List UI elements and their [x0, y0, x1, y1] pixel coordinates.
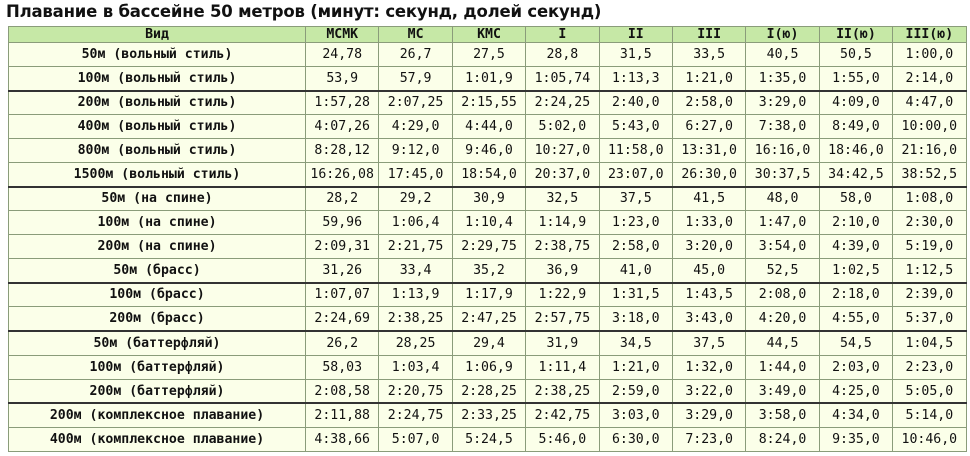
time-cell: 1:13,3	[599, 66, 672, 90]
time-cell: 26,2	[306, 331, 379, 355]
event-name-cell: 200м (баттерфляй)	[9, 379, 306, 403]
time-cell: 45,0	[672, 258, 745, 282]
time-cell: 9:12,0	[379, 139, 452, 163]
time-cell: 31,9	[526, 331, 599, 355]
time-cell: 6:27,0	[672, 115, 745, 139]
time-cell: 4:44,0	[452, 115, 525, 139]
time-cell: 59,96	[306, 211, 379, 235]
time-cell: 2:28,25	[452, 379, 525, 403]
time-cell: 3:58,0	[746, 403, 819, 427]
time-cell: 2:30,0	[893, 211, 966, 235]
time-cell: 29,4	[452, 331, 525, 355]
time-cell: 5:14,0	[893, 403, 966, 427]
time-cell: 1:31,5	[599, 283, 672, 307]
time-cell: 3:20,0	[672, 235, 745, 259]
time-cell: 52,5	[746, 258, 819, 282]
time-cell: 2:24,69	[306, 307, 379, 331]
time-cell: 37,5	[672, 331, 745, 355]
time-cell: 8:24,0	[746, 428, 819, 452]
table-row	[9, 43, 967, 67]
time-cell: 3:49,0	[746, 379, 819, 403]
time-cell: 32,5	[526, 187, 599, 211]
time-cell: 2:15,55	[452, 91, 525, 115]
table-row	[9, 355, 967, 379]
time-cell: 4:55,0	[819, 307, 892, 331]
time-cell: 27,5	[452, 43, 525, 67]
time-cell: 2:58,0	[672, 91, 745, 115]
header-junior-3: III(ю)	[893, 27, 966, 43]
table-row	[9, 283, 967, 307]
time-cell: 2:03,0	[819, 355, 892, 379]
table-body	[9, 43, 967, 452]
table-row	[9, 91, 967, 115]
time-cell: 16:16,0	[746, 139, 819, 163]
time-cell: 1:08,0	[893, 187, 966, 211]
time-cell: 2:47,25	[452, 307, 525, 331]
time-cell: 1:22,9	[526, 283, 599, 307]
table-row	[9, 331, 967, 355]
event-name-cell: 200м (вольный стиль)	[9, 91, 306, 115]
time-cell: 1:12,5	[893, 258, 966, 282]
time-cell: 1:14,9	[526, 211, 599, 235]
time-cell: 31,5	[599, 43, 672, 67]
time-cell: 13:31,0	[672, 139, 745, 163]
time-cell: 34:42,5	[819, 162, 892, 186]
event-name-cell: 50м (баттерфляй)	[9, 331, 306, 355]
time-cell: 1:02,5	[819, 258, 892, 282]
header-event: Вид	[9, 27, 306, 43]
time-cell: 1:44,0	[746, 355, 819, 379]
time-cell: 7:38,0	[746, 115, 819, 139]
time-cell: 1:01,9	[452, 66, 525, 90]
time-cell: 16:26,08	[306, 162, 379, 186]
header-rank-1: I	[526, 27, 599, 43]
table-row	[9, 187, 967, 211]
time-cell: 33,4	[379, 258, 452, 282]
time-cell: 58,0	[819, 187, 892, 211]
time-cell: 4:38,66	[306, 428, 379, 452]
time-cell: 2:29,75	[452, 235, 525, 259]
time-cell: 5:19,0	[893, 235, 966, 259]
event-name-cell: 200м (комплексное плавание)	[9, 403, 306, 427]
time-cell: 26:30,0	[672, 162, 745, 186]
time-cell: 1:17,9	[452, 283, 525, 307]
time-cell: 3:54,0	[746, 235, 819, 259]
time-cell: 4:20,0	[746, 307, 819, 331]
table-row	[9, 258, 967, 282]
time-cell: 3:43,0	[672, 307, 745, 331]
time-cell: 18:46,0	[819, 139, 892, 163]
time-cell: 50,5	[819, 43, 892, 67]
time-cell: 33,5	[672, 43, 745, 67]
time-cell: 8:28,12	[306, 139, 379, 163]
time-cell: 2:08,58	[306, 379, 379, 403]
time-cell: 1:23,0	[599, 211, 672, 235]
time-cell: 5:37,0	[893, 307, 966, 331]
time-cell: 41,5	[672, 187, 745, 211]
time-cell: 4:47,0	[893, 91, 966, 115]
time-cell: 2:38,25	[379, 307, 452, 331]
event-name-cell: 200м (брасс)	[9, 307, 306, 331]
time-cell: 28,8	[526, 43, 599, 67]
table-row	[9, 162, 967, 186]
time-cell: 5:07,0	[379, 428, 452, 452]
time-cell: 2:14,0	[893, 66, 966, 90]
header-ms: МС	[379, 27, 452, 43]
time-cell: 1:10,4	[452, 211, 525, 235]
time-cell: 1:13,9	[379, 283, 452, 307]
time-cell: 2:24,25	[526, 91, 599, 115]
time-cell: 2:42,75	[526, 403, 599, 427]
header-rank-3: III	[672, 27, 745, 43]
time-cell: 10:27,0	[526, 139, 599, 163]
time-cell: 54,5	[819, 331, 892, 355]
time-cell: 17:45,0	[379, 162, 452, 186]
time-cell: 20:37,0	[526, 162, 599, 186]
time-cell: 23:07,0	[599, 162, 672, 186]
time-cell: 2:40,0	[599, 91, 672, 115]
time-cell: 2:33,25	[452, 403, 525, 427]
time-cell: 24,78	[306, 43, 379, 67]
time-cell: 1:57,28	[306, 91, 379, 115]
time-cell: 8:49,0	[819, 115, 892, 139]
time-cell: 11:58,0	[599, 139, 672, 163]
time-cell: 1:03,4	[379, 355, 452, 379]
header-kms: КМС	[452, 27, 525, 43]
time-cell: 2:20,75	[379, 379, 452, 403]
time-cell: 53,9	[306, 66, 379, 90]
time-cell: 28,2	[306, 187, 379, 211]
time-cell: 2:39,0	[893, 283, 966, 307]
time-cell: 3:18,0	[599, 307, 672, 331]
time-cell: 40,5	[746, 43, 819, 67]
time-cell: 3:29,0	[672, 403, 745, 427]
event-name-cell: 50м (вольный стиль)	[9, 43, 306, 67]
time-cell: 28,25	[379, 331, 452, 355]
header-rank-2: II	[599, 27, 672, 43]
time-cell: 2:18,0	[819, 283, 892, 307]
event-name-cell: 800м (вольный стиль)	[9, 139, 306, 163]
time-cell: 1:55,0	[819, 66, 892, 90]
table-header-row	[9, 27, 967, 43]
time-cell: 5:02,0	[526, 115, 599, 139]
time-cell: 5:43,0	[599, 115, 672, 139]
time-cell: 5:05,0	[893, 379, 966, 403]
time-cell: 1:32,0	[672, 355, 745, 379]
header-msmk: МСМК	[306, 27, 379, 43]
time-cell: 1:33,0	[672, 211, 745, 235]
time-cell: 29,2	[379, 187, 452, 211]
time-cell: 37,5	[599, 187, 672, 211]
time-cell: 2:24,75	[379, 403, 452, 427]
time-cell: 9:46,0	[452, 139, 525, 163]
time-cell: 3:22,0	[672, 379, 745, 403]
time-cell: 4:29,0	[379, 115, 452, 139]
time-cell: 1:06,4	[379, 211, 452, 235]
time-cell: 1:05,74	[526, 66, 599, 90]
time-cell: 7:23,0	[672, 428, 745, 452]
table-row	[9, 139, 967, 163]
time-cell: 1:47,0	[746, 211, 819, 235]
time-cell: 2:11,88	[306, 403, 379, 427]
header-junior-2: II(ю)	[819, 27, 892, 43]
time-cell: 2:10,0	[819, 211, 892, 235]
time-cell: 10:46,0	[893, 428, 966, 452]
time-cell: 1:11,4	[526, 355, 599, 379]
time-cell: 6:30,0	[599, 428, 672, 452]
time-cell: 1:00,0	[893, 43, 966, 67]
time-cell: 2:38,25	[526, 379, 599, 403]
time-cell: 3:03,0	[599, 403, 672, 427]
event-name-cell: 200м (на спине)	[9, 235, 306, 259]
time-cell: 30,9	[452, 187, 525, 211]
time-cell: 2:07,25	[379, 91, 452, 115]
time-cell: 1:06,9	[452, 355, 525, 379]
time-cell: 1:43,5	[672, 283, 745, 307]
time-cell: 4:09,0	[819, 91, 892, 115]
time-cell: 4:34,0	[819, 403, 892, 427]
table-row	[9, 115, 967, 139]
time-cell: 58,03	[306, 355, 379, 379]
table-row	[9, 379, 967, 403]
time-cell: 2:58,0	[599, 235, 672, 259]
time-cell: 2:21,75	[379, 235, 452, 259]
time-cell: 2:38,75	[526, 235, 599, 259]
time-cell: 9:35,0	[819, 428, 892, 452]
time-cell: 57,9	[379, 66, 452, 90]
time-cell: 2:57,75	[526, 307, 599, 331]
time-cell: 3:29,0	[746, 91, 819, 115]
time-cell: 35,2	[452, 258, 525, 282]
time-cell: 48,0	[746, 187, 819, 211]
time-cell: 21:16,0	[893, 139, 966, 163]
time-cell: 4:39,0	[819, 235, 892, 259]
table-row	[9, 235, 967, 259]
time-cell: 2:09,31	[306, 235, 379, 259]
time-cell: 10:00,0	[893, 115, 966, 139]
time-cell: 1:35,0	[746, 66, 819, 90]
time-cell: 36,9	[526, 258, 599, 282]
time-cell: 5:24,5	[452, 428, 525, 452]
time-cell: 1:07,07	[306, 283, 379, 307]
time-cell: 31,26	[306, 258, 379, 282]
time-cell: 26,7	[379, 43, 452, 67]
time-cell: 2:08,0	[746, 283, 819, 307]
time-cell: 34,5	[599, 331, 672, 355]
event-name-cell: 100м (на спине)	[9, 211, 306, 235]
table-row	[9, 211, 967, 235]
table-row	[9, 428, 967, 452]
event-name-cell: 50м (брасс)	[9, 258, 306, 282]
time-cell: 44,5	[746, 331, 819, 355]
time-cell: 1:21,0	[599, 355, 672, 379]
time-cell: 2:23,0	[893, 355, 966, 379]
time-cell: 30:37,5	[746, 162, 819, 186]
time-cell: 1:21,0	[672, 66, 745, 90]
swimming-norms-table	[8, 26, 967, 452]
time-cell: 41,0	[599, 258, 672, 282]
event-name-cell: 100м (брасс)	[9, 283, 306, 307]
time-cell: 2:59,0	[599, 379, 672, 403]
table-row	[9, 307, 967, 331]
header-junior-1: I(ю)	[746, 27, 819, 43]
table-row	[9, 403, 967, 427]
event-name-cell: 400м (комплексное плавание)	[9, 428, 306, 452]
time-cell: 5:46,0	[526, 428, 599, 452]
table-row	[9, 66, 967, 90]
event-name-cell: 1500м (вольный стиль)	[9, 162, 306, 186]
event-name-cell: 400м (вольный стиль)	[9, 115, 306, 139]
page-title: Плавание в бассейне 50 метров (минут: секунд, долей секунд)	[6, 2, 602, 21]
event-name-cell: 100м (вольный стиль)	[9, 66, 306, 90]
event-name-cell: 50м (на спине)	[9, 187, 306, 211]
time-cell: 4:25,0	[819, 379, 892, 403]
time-cell: 18:54,0	[452, 162, 525, 186]
time-cell: 4:07,26	[306, 115, 379, 139]
time-cell: 1:04,5	[893, 331, 966, 355]
time-cell: 38:52,5	[893, 162, 966, 186]
event-name-cell: 100м (баттерфляй)	[9, 355, 306, 379]
